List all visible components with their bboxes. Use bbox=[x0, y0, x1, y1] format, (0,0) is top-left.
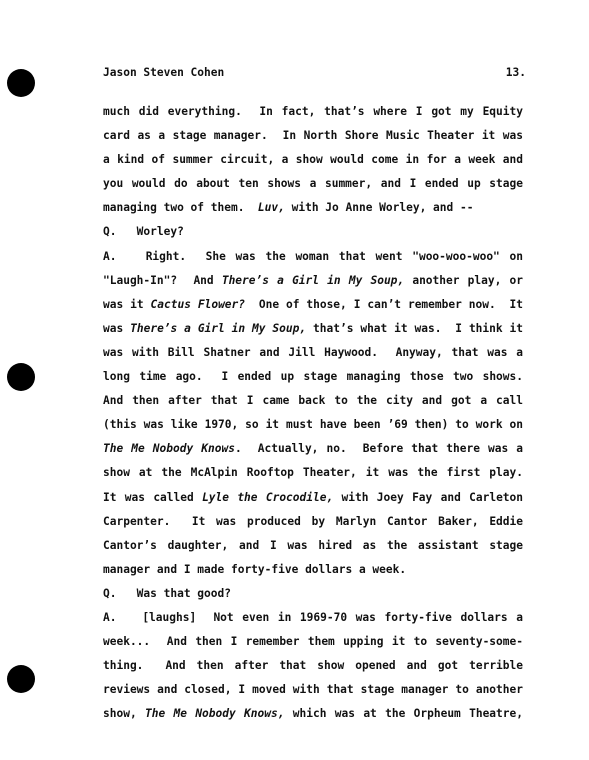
transcript-line bbox=[103, 606, 523, 630]
transcript-line bbox=[103, 365, 523, 389]
line-text: manager and I made forty-five dollars a week. bbox=[103, 562, 407, 576]
line-text: Carpenter. It was produced by Marlyn Cantor Baker, Eddie bbox=[103, 514, 523, 528]
transcript-line bbox=[103, 172, 523, 196]
transcript-line bbox=[103, 100, 523, 124]
transcript-line bbox=[103, 124, 523, 148]
transcript-line bbox=[103, 534, 523, 558]
transcript-line bbox=[103, 389, 523, 413]
line-text: was with Bill Shatner and Jill Haywood. Anyway, that was a bbox=[103, 345, 523, 359]
page-number: 13. bbox=[505, 66, 526, 79]
transcript-line bbox=[103, 558, 523, 582]
line-text: reviews and closed, I moved with that stage manager to another bbox=[103, 683, 523, 697]
title-italic: There’s a Girl in My Soup, bbox=[130, 321, 307, 335]
transcript-line bbox=[103, 269, 523, 293]
transcript-line bbox=[103, 148, 523, 172]
binder-hole bbox=[7, 69, 35, 97]
transcript-line bbox=[103, 317, 523, 341]
transcript-line bbox=[103, 678, 523, 702]
line-text: Q. Was that good? bbox=[103, 586, 231, 600]
title-italic: The Me Nobody Knows bbox=[103, 442, 235, 456]
interviewee-name: Jason Steven Cohen bbox=[103, 66, 225, 79]
transcript-line bbox=[103, 461, 523, 485]
line-text: show, bbox=[103, 707, 145, 721]
line-text: a kind of summer circuit, a show would come in for a week and bbox=[103, 153, 523, 167]
title-italic: Luv, bbox=[257, 201, 285, 215]
binder-hole bbox=[7, 665, 35, 693]
binder-hole bbox=[7, 363, 35, 391]
line-text: with Joey Fay and Carleton bbox=[333, 490, 524, 504]
transcript-line bbox=[103, 630, 523, 654]
line-text: . Actually, no. Before that there was a bbox=[234, 442, 524, 456]
line-text: with Jo Anne Worley, and -- bbox=[284, 201, 474, 215]
line-text: which was at the Orpheum Theatre, bbox=[284, 707, 523, 721]
line-text: thing. And then after that show opened and got terrible bbox=[103, 659, 523, 673]
line-text: It was called bbox=[103, 490, 203, 504]
transcript-line bbox=[103, 220, 523, 244]
line-text: that’s what it was. I think it bbox=[306, 321, 524, 335]
transcript-line bbox=[103, 486, 523, 510]
line-text: long time ago. I ended up stage managing those two shows. bbox=[103, 370, 523, 384]
transcript-line bbox=[103, 196, 523, 220]
title-italic: Cactus Flower? bbox=[150, 297, 246, 311]
page-header bbox=[103, 66, 526, 82]
line-text: (this was like 1970, so it must have been ’69 then) to work on bbox=[103, 418, 523, 432]
line-text: much did everything. In fact, that’s where I got my Equity bbox=[103, 105, 523, 118]
line-text: Q. Worley? bbox=[103, 225, 184, 239]
transcript-line bbox=[103, 654, 523, 678]
line-text: A. [laughs] Not even in 1969-70 was forty-five dollars a bbox=[103, 610, 523, 624]
transcript-line bbox=[103, 702, 523, 726]
title-italic: The Me Nobody Knows, bbox=[145, 707, 285, 721]
transcript-line bbox=[103, 341, 523, 365]
line-text: card as a stage manager. In North Shore Music Theater it was bbox=[103, 129, 523, 143]
transcript-line bbox=[103, 413, 523, 437]
title-italic: Lyle the Crocodile, bbox=[202, 490, 334, 504]
line-text: another play, or bbox=[404, 273, 523, 287]
line-text: show at the McAlpin Rooftop Theater, it was the first play. bbox=[103, 466, 523, 480]
transcript-body bbox=[103, 100, 523, 726]
transcript-line bbox=[103, 293, 523, 317]
transcript-line bbox=[103, 510, 523, 534]
transcript-line bbox=[103, 582, 523, 606]
line-text: week... And then I remember them upping it to seventy-some- bbox=[103, 635, 523, 649]
transcript-line bbox=[103, 437, 523, 461]
line-text: managing two of them. bbox=[103, 201, 258, 215]
line-text: "Laugh-In"? And bbox=[103, 273, 222, 287]
line-text: A. Right. She was the woman that went "woo-woo-woo" on bbox=[103, 249, 523, 263]
title-italic: There’s a Girl in My Soup, bbox=[221, 273, 405, 287]
line-text: Cantor’s daughter, and I was hired as the assistant stage bbox=[103, 538, 523, 552]
line-text: And then after that I came back to the city and got a call bbox=[103, 394, 523, 408]
line-text: you would do about ten shows a summer, and I ended up stage bbox=[103, 177, 523, 191]
line-text: was it bbox=[103, 297, 151, 311]
line-text: One of those, I can’t remember now. It bbox=[245, 297, 524, 311]
line-text: was bbox=[103, 321, 131, 335]
transcript-line bbox=[103, 245, 523, 269]
